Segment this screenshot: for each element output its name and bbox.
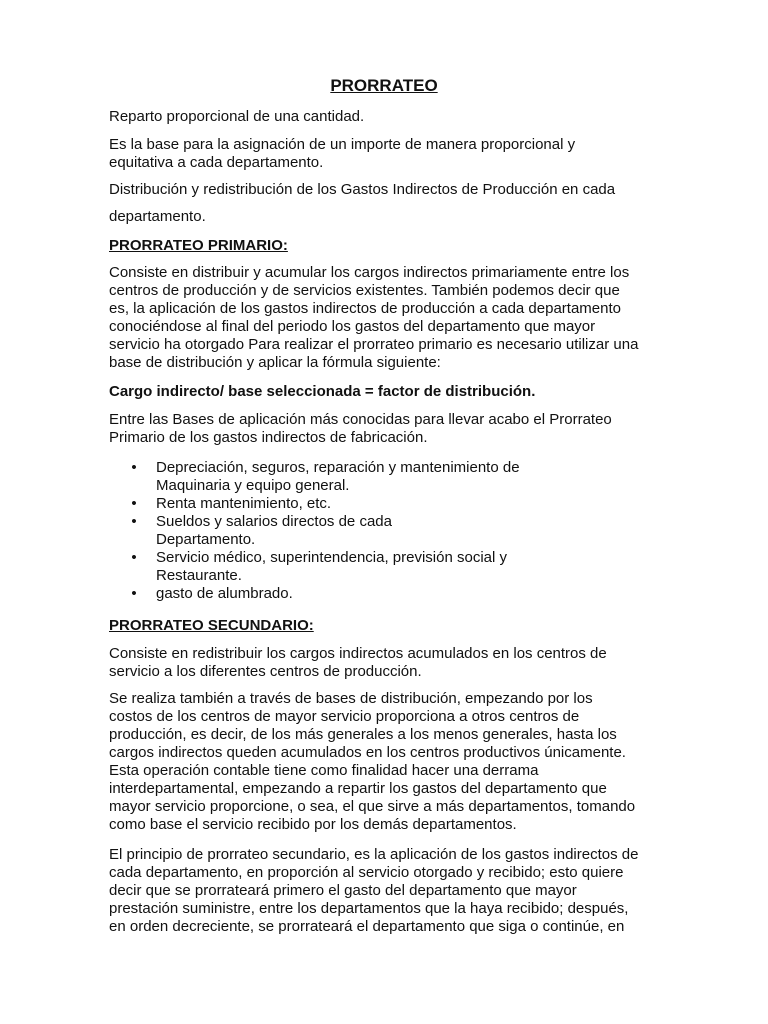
text-line: cargos indirectos queden acumulados en los centros productivos únicamente. xyxy=(109,744,626,761)
text-line: servicio ha otorgado Para realizar el prorrateo primario es necesario utilizar una xyxy=(109,336,639,353)
text-line: Depreciación, seguros, reparación y mantenimiento de xyxy=(156,459,520,476)
list-item xyxy=(109,513,669,549)
document-title: PRORRATEO xyxy=(330,76,438,95)
intro-definition: Reparto proporcional de una cantidad. xyxy=(109,108,365,125)
text-line: conociéndose al final del periodo los gastos del departamento que mayor xyxy=(109,318,596,335)
secundario-paragraph-1 xyxy=(109,645,661,681)
bullet-icon: • xyxy=(131,459,137,476)
text-line: producción, es decir, de los más generales a los menos generales, hasta los xyxy=(109,726,617,743)
text-line: Consiste en distribuir y acumular los cargos indirectos primariamente entre los xyxy=(109,264,630,281)
secundario-paragraph-3 xyxy=(109,846,661,936)
text-line: Departamento. xyxy=(156,531,256,548)
text-line: base de distribución y aplicar la fórmula siguiente: xyxy=(109,354,441,371)
text-line: Renta mantenimiento, etc. xyxy=(156,495,332,512)
text-line: Primario de los gastos indirectos de fabricación. xyxy=(109,429,428,446)
text-line: Restaurante. xyxy=(156,567,242,584)
primario-paragraph xyxy=(109,264,661,372)
list-item xyxy=(109,495,669,513)
text-line: Esta operación contable tiene como finalidad hacer una derrama xyxy=(109,762,539,779)
bullet-icon: • xyxy=(131,585,137,602)
text-line: Maquinaria y equipo general. xyxy=(156,477,350,494)
bases-bullet-list xyxy=(109,459,669,603)
bullet-icon: • xyxy=(131,495,137,512)
text-line: Es la base para la asignación de un importe de manera proporcional y xyxy=(109,136,576,153)
bullet-icon: • xyxy=(131,549,137,566)
text-line: centros de producción y de servicios existentes. También podemos decir que xyxy=(109,282,620,299)
text-line: es, la aplicación de los gastos indirectos de producción a cada departamento xyxy=(109,300,621,317)
bases-intro-paragraph xyxy=(109,411,661,447)
text-line: servicio a los diferentes centros de producción. xyxy=(109,663,422,680)
text-line: mayor servicio proporcione, o sea, el que sirve a más departamentos, tomando xyxy=(109,798,636,815)
text-line: interdepartamental, empezando a repartir los gastos del departamento que xyxy=(109,780,607,797)
list-item xyxy=(109,585,669,603)
list-item xyxy=(109,549,669,585)
intro-base-paragraph xyxy=(109,136,661,172)
text-line: gasto de alumbrado. xyxy=(156,585,293,602)
text-line: Entre las Bases de aplicación más conocidas para llevar acabo el Prorrateo xyxy=(109,411,612,428)
text-line: equitativa a cada departamento. xyxy=(109,154,324,171)
text-line: costos de los centros de mayor servicio proporciona a otros centros de xyxy=(109,708,580,725)
text-line: Sueldos y salarios directos de cada xyxy=(156,513,392,530)
text-line: Se realiza también a través de bases de distribución, empezando por los xyxy=(109,690,593,707)
bullet-icon: • xyxy=(131,513,137,530)
intro-distribution-line-1: Distribución y redistribución de los Gastos Indirectos de Producción en cada xyxy=(109,181,616,198)
heading-prorrateo-secundario: PRORRATEO SECUNDARIO: xyxy=(109,617,314,634)
intro-distribution-line-2: departamento. xyxy=(109,208,206,225)
text-line: prestación suministre, entre los departamentos que la haya recibido; después, xyxy=(109,900,629,917)
secundario-paragraph-2 xyxy=(109,690,661,834)
text-line: El principio de prorrateo secundario, es la aplicación de los gastos indirectos de xyxy=(109,846,639,863)
text-line: cada departamento, en proporción al servicio otorgado y recibido; esto quiere xyxy=(109,864,624,881)
text-line: en orden decreciente, se prorrateará el departamento que siga o continúe, en xyxy=(109,918,625,935)
text-line: Servicio médico, superintendencia, previsión social y xyxy=(156,549,508,566)
list-item xyxy=(109,459,669,495)
distribution-formula: Cargo indirecto/ base seleccionada = factor de distribución. xyxy=(109,383,536,400)
text-line: como base el servicio recibido por los demás departamentos. xyxy=(109,816,517,833)
text-line: decir que se prorrateará primero el gasto del departamento que mayor xyxy=(109,882,577,899)
heading-prorrateo-primario: PRORRATEO PRIMARIO: xyxy=(109,237,288,254)
text-line: Consiste en redistribuir los cargos indirectos acumulados en los centros de xyxy=(109,645,607,662)
